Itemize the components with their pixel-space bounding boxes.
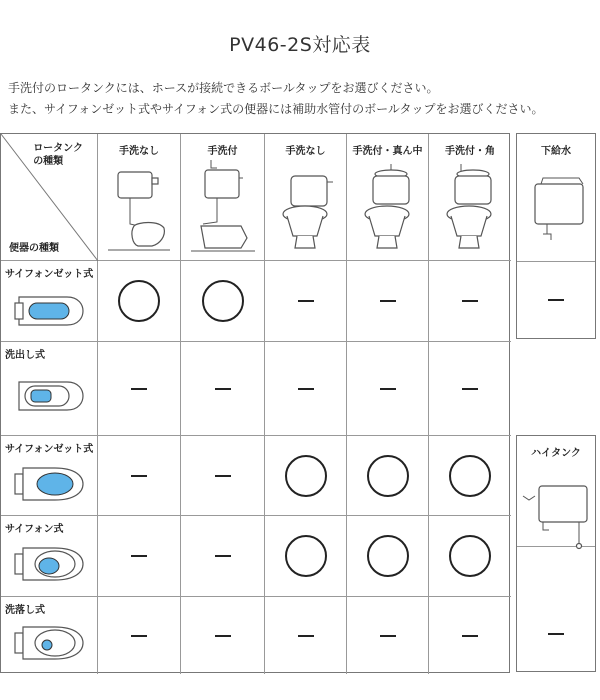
col-header-5: 手洗付・角: [429, 134, 511, 261]
incompatible-dash-mark: [462, 300, 478, 302]
high-tank-mark-dash: [548, 633, 564, 635]
mark-cell: [265, 261, 347, 342]
lower-supply-tank-icon: [529, 170, 587, 242]
squat-bowl-washout-icon: [15, 376, 85, 416]
mark-cell: [265, 516, 347, 597]
bowl-type-label: 便器の種類: [9, 243, 59, 254]
mark-cell: [181, 436, 265, 516]
incompatible-dash-mark: [462, 635, 478, 637]
intro-line-2: また、サイフォンゼット式やサイフォン式の便器には補助水管付のボールタップをお選びください。: [8, 102, 544, 116]
intro-line-1: 手洗付のロータンクには、ホースが接続できるボールタップをお選びください。: [8, 81, 439, 95]
mark-cell: [265, 436, 347, 516]
lower-supply-box: 下給水: [516, 133, 596, 339]
row-header-5: 洗落し式: [1, 597, 98, 674]
mark-cell: [98, 436, 181, 516]
mark-cell: [429, 436, 511, 516]
compatible-circle-mark: [285, 535, 327, 577]
compatible-circle-mark: [367, 455, 409, 497]
col-header-4: 手洗付・真ん中: [347, 134, 429, 261]
incompatible-dash-mark: [215, 635, 231, 637]
incompatible-dash-mark: [380, 635, 396, 637]
lower-supply-mark-dash: [548, 299, 564, 301]
squat-toilet-tank-icon: [108, 162, 170, 254]
compatible-circle-mark: [202, 280, 244, 322]
incompatible-dash-mark: [298, 635, 314, 637]
western-toilet-corner-faucet-icon: [437, 158, 503, 254]
mark-cell: [429, 597, 511, 674]
mark-cell: [181, 516, 265, 597]
mark-cell: [98, 261, 181, 342]
western-bowl-siphon-jet-icon: [15, 464, 85, 504]
row-header-2: 洗出し式: [1, 342, 98, 436]
compatible-circle-mark: [285, 455, 327, 497]
intro-text: [8, 78, 543, 120]
incompatible-dash-mark: [298, 300, 314, 302]
incompatible-dash-mark: [131, 555, 147, 557]
compatible-circle-mark: [449, 535, 491, 577]
incompatible-dash-mark: [215, 555, 231, 557]
high-tank-icon: [519, 480, 593, 550]
mark-cell: [98, 342, 181, 436]
mark-cell: [98, 597, 181, 674]
incompatible-dash-mark: [131, 635, 147, 637]
mark-cell: [181, 261, 265, 342]
mark-cell: [265, 597, 347, 674]
incompatible-dash-mark: [462, 388, 478, 390]
compatible-circle-mark: [118, 280, 160, 322]
lower-supply-header-divider: [517, 261, 595, 262]
mark-cell: [181, 597, 265, 674]
col-header-1: 手洗なし: [98, 134, 181, 261]
col-header-2: 手洗付: [181, 134, 265, 261]
rotank-type-label: ロータンク の種類: [33, 143, 83, 167]
mark-cell: [429, 342, 511, 436]
incompatible-dash-mark: [298, 388, 314, 390]
incompatible-dash-mark: [380, 388, 396, 390]
mark-cell: [347, 516, 429, 597]
row-header-4: サイフォン式: [1, 516, 98, 597]
mark-cell: [347, 597, 429, 674]
western-bowl-washdown-icon: [15, 623, 85, 663]
mark-cell: [98, 516, 181, 597]
incompatible-dash-mark: [380, 300, 396, 302]
incompatible-dash-mark: [215, 475, 231, 477]
western-toilet-center-faucet-icon: [355, 158, 421, 254]
row-header-3: サイフォンゼット式: [1, 436, 98, 516]
western-bowl-siphon-icon: [15, 544, 85, 584]
row-header-1: サイフォンゼット式: [1, 261, 98, 342]
page-title: PV46-2S対応表: [229, 34, 371, 56]
squat-bowl-siphon-jet-icon: [15, 291, 85, 331]
compatible-circle-mark: [367, 535, 409, 577]
squat-toilet-tank-hand-wash-icon: [191, 156, 255, 254]
western-toilet-icon: [273, 164, 339, 254]
compatible-circle-mark: [449, 455, 491, 497]
col-header-3: 手洗なし: [265, 134, 347, 261]
incompatible-dash-mark: [215, 388, 231, 390]
high-tank-box: ハイタンク: [516, 435, 596, 672]
mark-cell: [347, 261, 429, 342]
mark-cell: [347, 436, 429, 516]
mark-cell: [429, 516, 511, 597]
mark-cell: [265, 342, 347, 436]
mark-cell: [181, 342, 265, 436]
mark-cell: [429, 261, 511, 342]
mark-cell: [347, 342, 429, 436]
compatibility-table: [0, 133, 510, 673]
incompatible-dash-mark: [131, 388, 147, 390]
corner-cell: [1, 134, 98, 261]
incompatible-dash-mark: [131, 475, 147, 477]
